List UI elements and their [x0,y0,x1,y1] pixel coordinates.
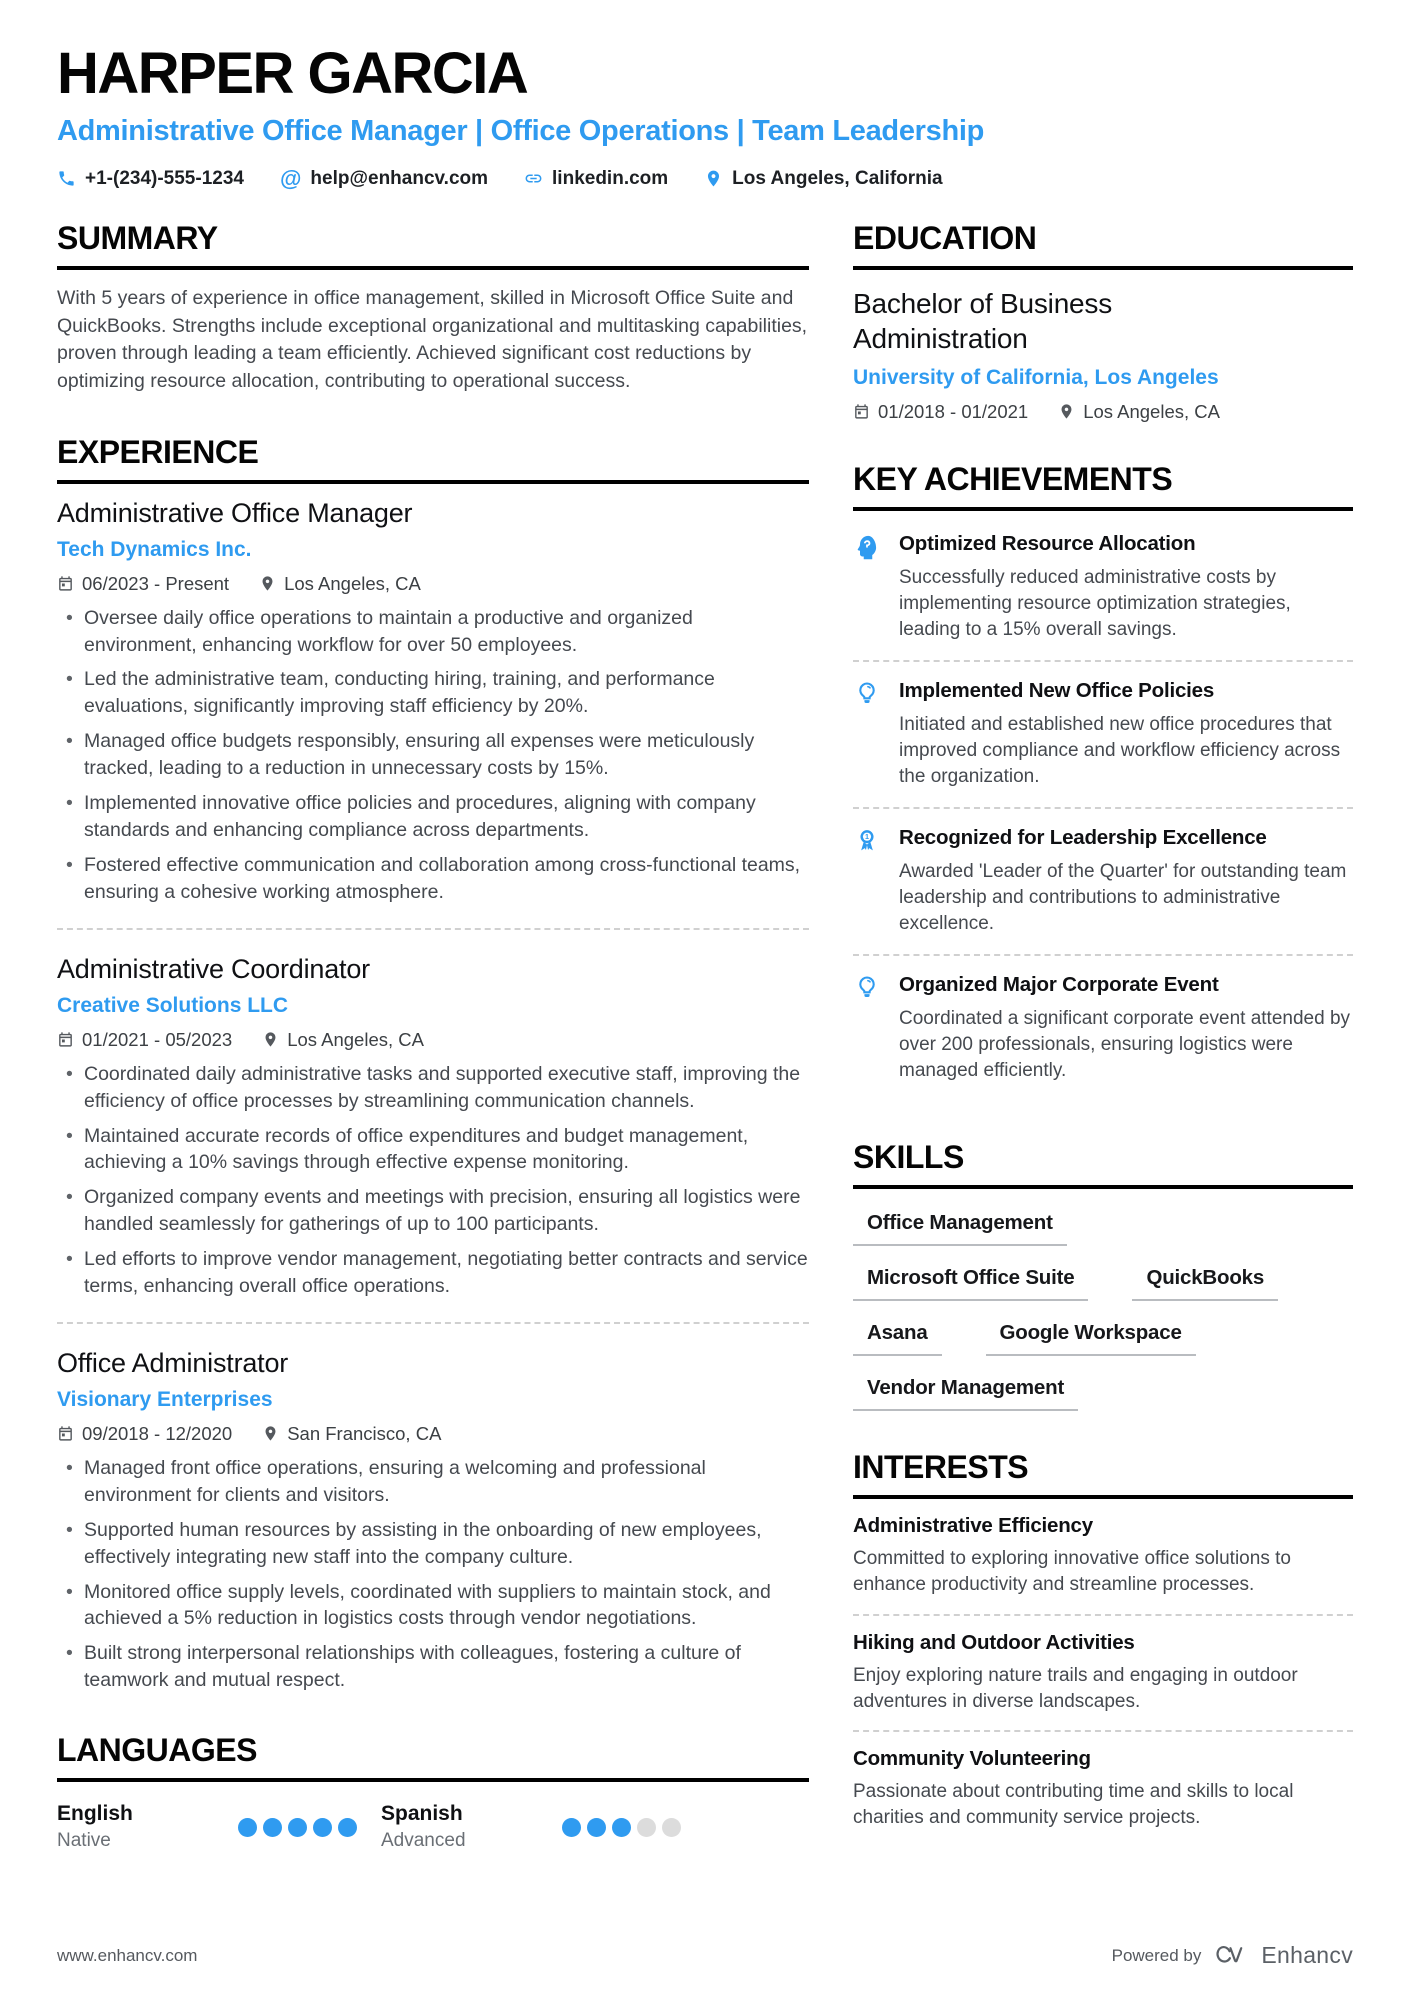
education-meta [853,401,1353,423]
job-title: Administrative Office Manager [57,497,413,528]
job-list [57,484,809,1695]
contact-row [57,165,1353,191]
interest-title: Hiking and Outdoor Activities [853,1630,1135,1654]
job-dates [57,1423,232,1445]
bullet: • Supported human resources by assisting in the onboarding of new employees, effectively integrating new staff into the company culture. [57,1517,809,1571]
job-entry [57,1322,809,1694]
job-dates [57,573,229,595]
skill-item: Microsoft Office Suite [853,1246,1088,1301]
achievement-list [853,515,1353,1101]
skill-item: QuickBooks [1132,1246,1278,1301]
svg-text:1: 1 [864,832,870,842]
bullet: • Oversee daily office operations to maintain a productive and organized environment, enhancing workflow for over 50 employees. [57,605,809,659]
achievement-body [899,973,1353,1084]
dot-filled [288,1818,307,1837]
company-link[interactable]: Creative Solutions LLC [57,993,289,1017]
achievement-text: Initiated and established new office procedures that improved compliance and workflow efficiency across the organization. [899,713,1341,787]
skill-item: Vendor Management [853,1356,1078,1411]
job-bullet-list [57,605,809,906]
dot-filled [587,1818,606,1837]
skills-section [853,1139,1353,1411]
bullet: • Maintained accurate records of office expenditures and budget management, achieving a 10% savings through effective expense monitoring. [57,1123,809,1177]
language-name: English [57,1802,133,1826]
job-meta [57,573,809,595]
interest-title: Administrative Efficiency [853,1514,1093,1538]
calendar-icon [57,575,74,592]
degree: Bachelor of Business Administration [853,287,1113,354]
education-dates [853,401,1028,423]
language-level: Native [57,1830,111,1852]
location-icon [1058,403,1075,420]
dot-filled [338,1818,357,1837]
achievement-title: Implemented New Office Policies [899,678,1215,702]
achievement-body [899,679,1353,790]
bullet: • Managed front office operations, ensuring a welcoming and professional environment for clients and visitors. [57,1455,809,1509]
job-title: Administrative Coordinator [57,953,370,984]
achievement-title: Recognized for Leadership Excellence [899,825,1267,849]
left-column [57,220,809,1890]
education-heading: EDUCATION [853,220,1353,270]
enhancv-wordmark: Enhancv [1261,1942,1353,1968]
job-dates-text: 09/2018 - 12/2020 [82,1422,233,1444]
achievement-title: Optimized Resource Allocation [899,531,1196,555]
interest-text: Passionate about contributing time and skills to local charities and community service projects. [853,1780,1294,1829]
job-dates [57,1029,232,1051]
interests-section [853,1449,1353,1846]
proficiency-dots [238,1818,357,1837]
location-text: Los Angeles, California [732,167,943,189]
achievement-item [853,660,1353,807]
interest-item [853,1730,1353,1846]
email-contact[interactable] [279,165,489,191]
job-entry [57,928,809,1300]
achievements-heading: KEY ACHIEVEMENTS [853,461,1353,511]
headline: Administrative Office Manager | Office Operations | Team Leadership [57,114,985,147]
proficiency-dots [562,1818,681,1837]
dot-filled [612,1818,631,1837]
dot-empty [637,1818,656,1837]
linkedin-url[interactable]: linkedin.com [552,167,669,189]
phone-number: +1-(234)-555-1234 [85,167,244,189]
dot-filled [263,1818,282,1837]
languages-heading: LANGUAGES [57,1732,809,1782]
header [57,41,1353,191]
skill-item: Office Management [853,1191,1067,1246]
school-link[interactable]: University of California, Los Angeles [853,365,1219,389]
calendar-icon [853,403,870,420]
bullet: • Coordinated daily administrative tasks and supported executive staff, improving the efficiency of office processes by streamlining communication channels. [57,1061,809,1115]
job-location-text: Los Angeles, CA [284,572,421,594]
bullet: • Organized company events and meetings with precision, ensuring all logistics were handled seamlessly for gatherings of up to 100 participants. [57,1184,809,1238]
achievement-body [899,532,1353,643]
bullet: • Fostered effective communication and collaboration among cross-functional teams, ensuring a cohesive working atmosphere. [57,852,809,906]
head-idea-icon [853,532,883,643]
education-dates-text: 01/2018 - 01/2021 [878,400,1029,422]
language-label [381,1802,466,1852]
summary-text: With 5 years of experience in office management, skilled in Microsoft Office Suite and QuickBooks. Strengths include exceptional organizational and multitasking capabilities, proven through leading a team efficiently. Achieved significant cost reductions by optimizing resource allocation, contributing to operational success. [57,286,808,392]
email-icon: @ [279,165,302,191]
linkedin-contact[interactable] [524,168,668,190]
bullet: • Managed office budgets responsibly, ensuring all expenses were meticulously tracked, leading to a reduction in unnecessary costs by 15%. [57,728,809,782]
job-location [262,1423,441,1445]
job-location [262,1029,424,1051]
job-location-text: Los Angeles, CA [287,1028,424,1050]
dot-filled [238,1818,257,1837]
achievement-item [853,954,1353,1101]
achievement-text: Coordinated a significant corporate event attended by over 200 professionals, ensuring logistics were managed efficiently. [899,1008,1351,1082]
achievements-section [853,461,1353,1101]
skills-heading: SKILLS [853,1139,1353,1189]
enhancv-logo-icon [1213,1943,1249,1969]
job-location [259,573,421,595]
language-item [381,1802,681,1852]
interest-list [853,1499,1353,1846]
footer [57,1912,1353,1969]
achievement-item [853,807,1353,954]
location-icon [704,169,723,188]
location-icon [259,575,276,592]
languages-section [57,1732,809,1852]
powered-by-block [1112,1942,1353,1969]
bullet: • Built strong interpersonal relationships with colleagues, fostering a culture of teamwork and mutual respect. [57,1640,809,1694]
dot-filled [313,1818,332,1837]
language-name: Spanish [381,1802,463,1826]
achievement-title: Organized Major Corporate Event [899,973,1219,997]
skill-row [853,1191,1353,1246]
achievement-text: Awarded 'Leader of the Quarter' for outstanding team leadership and contributions to administrative excellence. [899,860,1347,935]
language-level: Advanced [381,1830,466,1852]
right-column [853,220,1353,1885]
location-icon [262,1031,279,1048]
job-title: Office Administrator [57,1347,289,1378]
experience-section [57,434,809,1695]
job-meta [57,1423,809,1445]
job-entry [57,484,809,906]
dot-empty [662,1818,681,1837]
email-address[interactable]: help@enhancv.com [310,167,489,189]
language-item [57,1802,357,1852]
education-location [1058,401,1220,423]
bullet: • Led the administrative team, conducting hiring, training, and performance evaluations, significantly improving staff efficiency by 20%. [57,666,809,720]
language-list [57,1802,809,1852]
lightbulb-icon [853,679,883,790]
location-icon [262,1425,279,1442]
bullet: • Led efforts to improve vendor management, negotiating better contracts and service terms, enhancing overall office operations. [57,1246,809,1300]
content-columns [57,220,1353,1912]
job-dates-text: 06/2023 - Present [82,572,230,594]
interest-title: Community Volunteering [853,1746,1091,1770]
language-label [57,1802,133,1852]
phone-icon [57,169,76,188]
education-location-text: Los Angeles, CA [1083,400,1220,422]
bullet: • Monitored office supply levels, coordinated with suppliers to maintain stock, and achieved a 5% reduction in logistics costs through vendor negotiations. [57,1579,809,1633]
footer-site-link[interactable]: www.enhancv.com [57,1945,198,1965]
summary-section [57,220,809,396]
job-meta [57,1029,809,1051]
job-dates-text: 01/2021 - 05/2023 [82,1028,233,1050]
link-icon [524,169,543,188]
skill-row [853,1356,1353,1411]
skill-row [853,1301,1353,1356]
location-contact [704,168,942,190]
company-link[interactable]: Tech Dynamics Inc. [57,537,252,561]
achievement-item [853,515,1353,660]
lightbulb-icon [853,973,883,1084]
job-bullet-list [57,1061,809,1300]
skill-list [853,1191,1353,1411]
medal-icon [853,826,883,937]
skill-item: Asana [853,1301,942,1356]
achievement-body [899,826,1353,937]
phone-contact [57,168,244,190]
achievement-text: Successfully reduced administrative costs by implementing resource optimization strategies, leading to a 15% overall savings. [899,566,1291,640]
dot-filled [562,1818,581,1837]
skill-item: Google Workspace [986,1301,1196,1356]
bullet: • Implemented innovative office policies and procedures, aligning with company standards and enhancing compliance across departments. [57,790,809,844]
interest-item [853,1614,1353,1730]
interest-text: Committed to exploring innovative office solutions to enhance productivity and streamline processes. [853,1548,1291,1596]
job-bullet-list [57,1455,809,1694]
company-link[interactable]: Visionary Enterprises [57,1387,273,1411]
person-name: HARPER GARCIA [57,41,528,106]
calendar-icon [57,1425,74,1442]
interest-item [853,1499,1353,1613]
summary-heading: SUMMARY [57,220,809,270]
education-section [853,220,1353,423]
calendar-icon [57,1031,74,1048]
interests-heading: INTERESTS [853,1449,1353,1499]
experience-heading: EXPERIENCE [57,434,809,484]
job-location-text: San Francisco, CA [287,1422,442,1444]
powered-by-label: Powered by [1111,1945,1202,1965]
skill-row [853,1246,1353,1301]
interest-text: Enjoy exploring nature trails and engaging in outdoor adventures in diverse landscapes. [853,1664,1298,1712]
